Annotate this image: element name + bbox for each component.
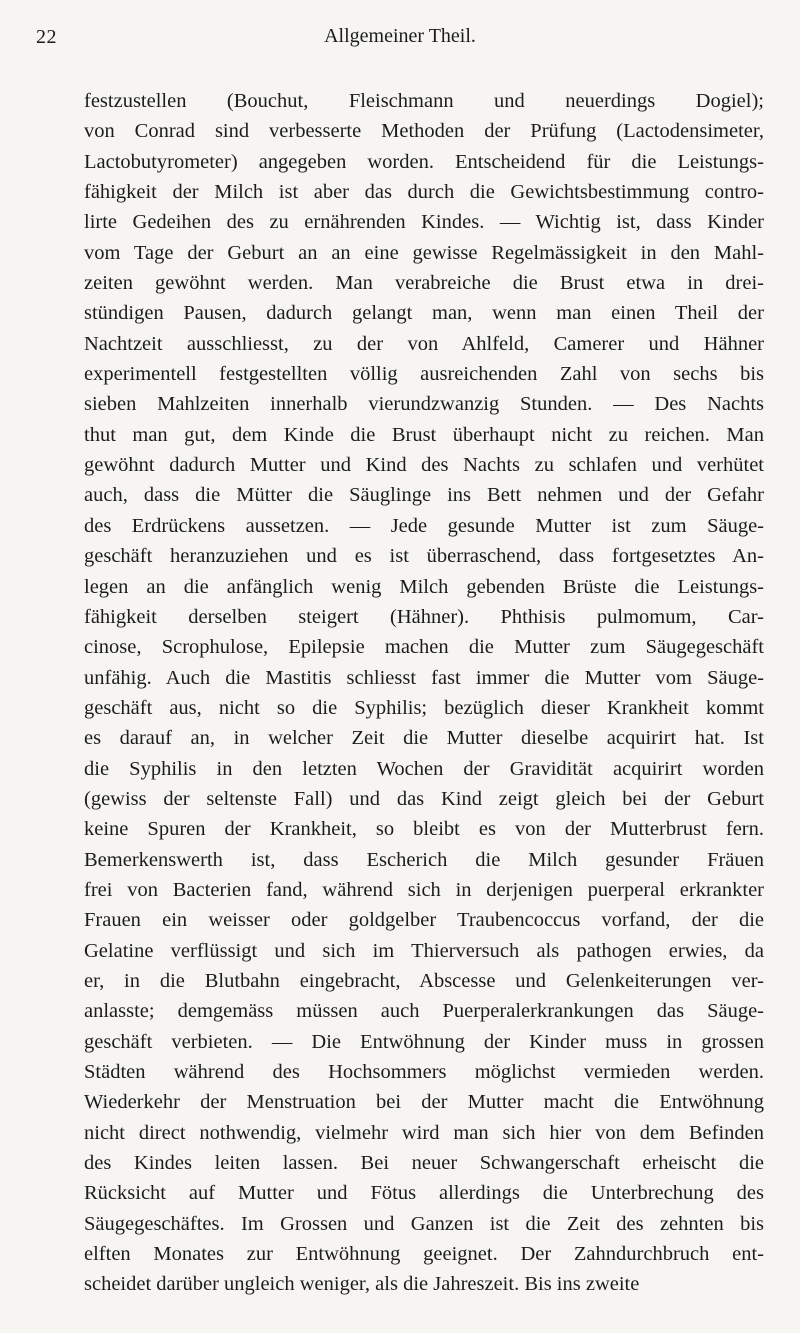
page-number: 22 [36,26,57,48]
text-line: Säugegeschäftes. Im Grossen und Ganzen ist die Zeit des zehnten bis [84,1212,764,1235]
text-line: keine Spuren der Krankheit, so bleibt es von der Mutterbrust fern. [84,818,764,841]
text-line: frei von Bacterien fand, während sich in derjenigen puerperal erkrankter [84,878,764,901]
text-line: auch, dass die Mütter die Säuglinge ins Bett nehmen und der Gefahr [84,484,764,507]
text-line: zeiten gewöhnt werden. Man verabreiche die Brust etwa in drei- [84,272,764,295]
text-line: (gewiss der seltenste Fall) und das Kind zeigt gleich bei der Geburt [84,787,764,810]
text-line: scheidet darüber ungleich weniger, als die Jahreszeit. Bis ins zweite [84,1273,640,1296]
text-line: Rücksicht auf Mutter und Fötus allerdings die Unterbrechung des [84,1182,764,1205]
text-line: Wiederkehr der Menstruation bei der Mutter macht die Entwöhnung [84,1091,764,1114]
text-line: Gelatine verflüssigt und sich im Thierversuch als pathogen erwies, da [84,939,764,962]
text-line: stündigen Pausen, dadurch gelangt man, wenn man einen Theil der [84,302,764,325]
text-line: Städten während des Hochsommers möglichst vermieden werden. [84,1061,764,1083]
text-line: nicht direct nothwendig, vielmehr wird man sich hier von dem Befinden [84,1121,764,1144]
text-line: Lactobutyrometer) angegeben worden. Entscheidend für die Leistungs- [84,150,764,173]
body-text [84,86,764,1300]
text-line: legen an die anfänglich wenig Milch gebenden Brüste die Leistungs- [84,575,764,598]
text-line: geschäft aus, nicht so die Syphilis; bezüglich dieser Krankheit kommt [84,696,764,719]
text-line: vom Tage der Geburt an an eine gewisse Regelmässigkeit in den Mahl- [84,241,764,264]
text-line: des Erdrückens aussetzen. — Jede gesunde Mutter ist zum Säuge- [84,514,764,537]
text-line: experimentell festgestellten völlig ausreichenden Zahl von sechs bis [84,363,764,386]
text-line: Frauen ein weisser oder goldgelber Traubencoccus vorfand, der die [84,909,764,932]
text-line: thut man gut, dem Kinde die Brust überhaupt nicht zu reichen. Man [84,423,764,446]
running-title: Allgemeiner Theil. [324,25,476,47]
text-line: cinose, Scrophulose, Epilepsie machen die Mutter zum Säugegeschäft [84,636,764,659]
text-line: gewöhnt dadurch Mutter und Kind des Nachts zu schlafen und verhütet [84,454,764,477]
text-line: von Conrad sind verbesserte Methoden der Prüfung (Lactodensimeter, [84,120,764,143]
text-line: festzustellen (Bouchut, Fleischmann und neuerdings Dogiel); [84,90,764,112]
text-line: er, in die Blutbahn eingebracht, Abscesse und Gelenkeiterungen ver- [84,969,764,992]
text-line: sieben Mahlzeiten innerhalb vierundzwanzig Stunden. — Des Nachts [84,393,764,416]
text-line: elften Monates zur Entwöhnung geeignet. Der Zahndurchbruch ent- [84,1243,764,1266]
text-line: lirte Gedeihen des zu ernährenden Kindes. — Wichtig ist, dass Kinder [84,211,764,234]
text-line: fähigkeit der Milch ist aber das durch die Gewichtsbestimmung contro- [84,181,764,204]
text-line: des Kindes leiten lassen. Bei neuer Schwangerschaft erheischt die [84,1152,764,1175]
text-line: die Syphilis in den letzten Wochen der Gravidität acquirirt worden [84,757,764,780]
text-line: Nachtzeit ausschliesst, zu der von Ahlfeld, Camerer und Hähner [84,332,764,355]
text-line: unfähig. Auch die Mastitis schliesst fast immer die Mutter vom Säuge- [84,666,764,689]
text-line: Bemerkenswerth ist, dass Escherich die Milch gesunder Fräuen [84,848,764,871]
text-line: es darauf an, in welcher Zeit die Mutter dieselbe acquirirt hat. Ist [84,727,764,750]
text-line: anlasste; demgemäss müssen auch Puerperalerkrankungen das Säuge- [84,1000,764,1023]
text-line: geschäft heranzuziehen und es ist überraschend, dass fortgesetztes An- [84,545,764,568]
text-line: fähigkeit derselben steigert (Hähner). Phthisis pulmomum, Car- [84,605,764,628]
text-line: geschäft verbieten. — Die Entwöhnung der Kinder muss in grossen [84,1030,764,1053]
